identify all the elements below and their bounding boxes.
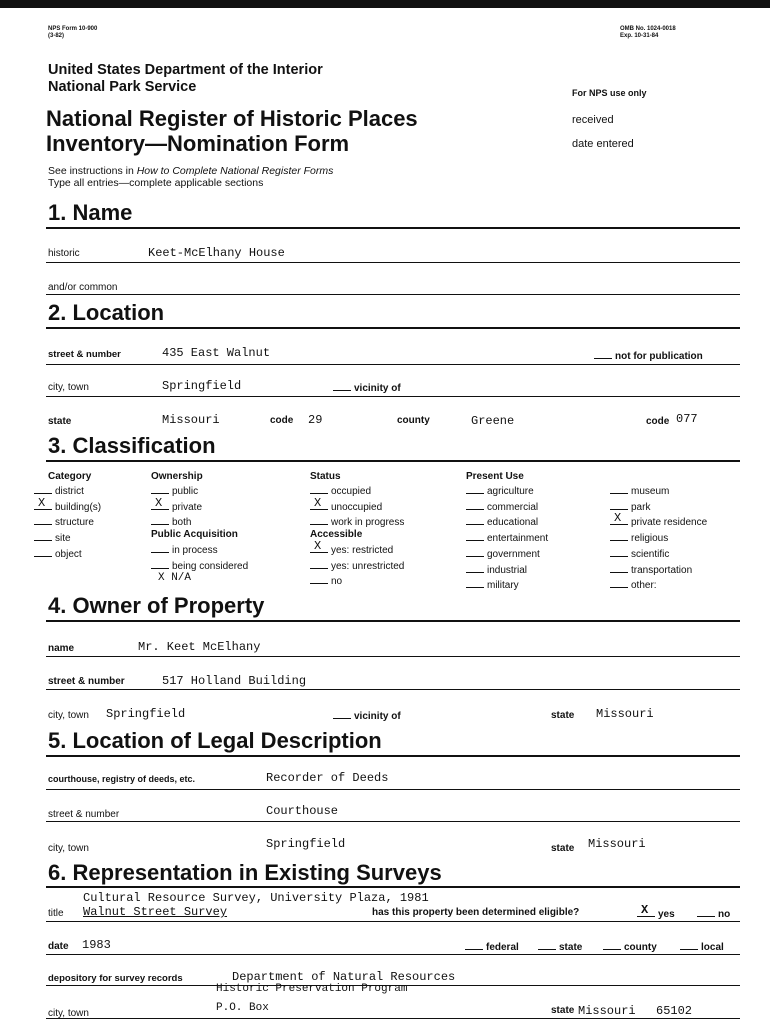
- checkbox-blank[interactable]: [466, 515, 484, 525]
- present-use-options-2: [610, 484, 707, 594]
- survey-zip-value: 65102: [656, 1004, 693, 1018]
- accessible-option: [310, 559, 404, 575]
- depository-line2: Historic Preservation Program: [216, 983, 408, 995]
- eligible-no: no: [697, 907, 730, 920]
- checkbox-blank[interactable]: [610, 484, 628, 494]
- state-label: state: [48, 416, 72, 427]
- depository-value: Department of Natural Resources: [232, 970, 456, 984]
- option-label: yes: unrestricted: [331, 560, 405, 572]
- nps-use-only: For NPS use only: [572, 88, 647, 98]
- present-use-options-1: [466, 484, 548, 594]
- date-entered-label: date entered: [572, 138, 634, 150]
- not-for-publication: not for publication: [594, 349, 703, 362]
- common-name-label: and/or common: [48, 282, 118, 293]
- section-2-heading: 2. Location: [48, 300, 165, 325]
- option-label: district: [55, 486, 84, 497]
- section-divider: [46, 227, 740, 229]
- ownership-options: [151, 484, 202, 531]
- courthouse-label: courthouse, registry of deeds, etc.: [48, 774, 196, 784]
- field-line: [46, 396, 740, 397]
- survey-city-value: P.O. Box: [216, 1002, 269, 1014]
- checkbox-blank[interactable]: [34, 515, 52, 525]
- county-label: county: [397, 415, 430, 426]
- public-acquisition-heading: Public Acquisition: [151, 529, 238, 540]
- owner-vicinity-of: vicinity of: [333, 709, 401, 722]
- eligible-yes: X yes: [637, 907, 675, 920]
- checkbox-blank[interactable]: [310, 515, 328, 525]
- option-label: religious: [631, 533, 669, 545]
- option-label: scientific: [631, 548, 670, 560]
- option-label: unoccupied: [331, 501, 383, 513]
- form-title-line2: Inventory—Nomination Form: [46, 131, 350, 156]
- ownership-heading: Ownership: [151, 471, 203, 482]
- field-line: [46, 789, 740, 790]
- omb-expiration: Exp. 10-31-84: [620, 33, 659, 39]
- state-code-value: 29: [308, 413, 323, 427]
- ownership-option: [151, 495, 203, 516]
- present-use-option: [466, 515, 548, 531]
- legal-city-label: city, town: [48, 843, 89, 854]
- state-code-label: code: [270, 415, 294, 426]
- status-heading: Status: [310, 471, 341, 482]
- accessible-options: [310, 539, 405, 590]
- field-line: [46, 821, 740, 822]
- county-code-label: code: [646, 416, 670, 427]
- level-federal: federal: [465, 940, 519, 953]
- option-label: other:: [631, 580, 657, 592]
- option-label: structure: [55, 517, 94, 529]
- option-label: building(s): [55, 501, 102, 513]
- present-use-option: [610, 578, 707, 594]
- checkbox-blank[interactable]: [151, 484, 169, 494]
- eligibility-question: has this property been determined eligible?: [372, 907, 580, 918]
- survey-state-value: Missouri: [578, 1004, 636, 1018]
- level-county: county: [603, 940, 657, 953]
- acquisition-option: [151, 543, 248, 559]
- form-number: NPS Form 10-900: [48, 26, 98, 32]
- category-option: [34, 547, 101, 563]
- received-label: received: [572, 114, 614, 126]
- owner-state-value: Missouri: [596, 707, 654, 721]
- checkbox-blank[interactable]: [610, 547, 628, 557]
- owner-street-label: street & number: [48, 676, 125, 687]
- present-use-option: [610, 563, 707, 579]
- checkbox-blank[interactable]: [151, 515, 169, 525]
- present-use-option: [466, 531, 548, 547]
- checkbox-blank[interactable]: [151, 559, 169, 569]
- instructions-line2: Type all entries—complete applicable sections: [48, 177, 264, 189]
- category-option: [34, 515, 101, 531]
- checkbox-blank[interactable]: [310, 495, 328, 510]
- category-heading: Category: [48, 471, 92, 482]
- section-1-heading: 1. Name: [48, 200, 133, 225]
- survey-state-label: state: [551, 1005, 575, 1016]
- checkbox-blank[interactable]: [34, 531, 52, 541]
- present-use-option: [610, 500, 707, 516]
- survey-date-value: 1983: [82, 938, 111, 952]
- option-label: transportation: [631, 564, 693, 576]
- accessible-heading: Accessible: [310, 529, 363, 540]
- location-city-value: Springfield: [162, 379, 242, 393]
- checkbox-blank[interactable]: [466, 500, 484, 510]
- option-label: object: [55, 548, 82, 560]
- option-label: occupied: [331, 486, 372, 497]
- section-divider: [46, 755, 740, 757]
- present-use-option: [610, 547, 707, 563]
- location-state-value: Missouri: [162, 413, 220, 427]
- form-revision: (3-82): [48, 33, 65, 39]
- form-title-line1: National Register of Historic Places: [46, 106, 418, 131]
- owner-state-label: state: [551, 710, 575, 721]
- accessible-option: [310, 539, 404, 559]
- option-label: private: [172, 501, 203, 513]
- historic-label: historic: [48, 248, 80, 259]
- present-use-option: [466, 484, 548, 500]
- option-label: commercial: [487, 501, 539, 513]
- checkbox-blank[interactable]: [310, 539, 328, 553]
- checkbox-blank[interactable]: [310, 559, 328, 569]
- option-label: entertainment: [487, 533, 549, 545]
- field-line: [46, 1018, 740, 1019]
- checkbox-blank[interactable]: [34, 547, 52, 557]
- street-number-label: street & number: [48, 349, 121, 360]
- owner-name-label: name: [48, 643, 75, 654]
- checkbox-blank[interactable]: [466, 531, 484, 541]
- present-use-option: [610, 511, 708, 531]
- status-option: [310, 484, 404, 500]
- owner-city-label: city, town: [48, 710, 89, 721]
- category-option: [34, 495, 102, 516]
- owner-city-value: Springfield: [106, 707, 186, 721]
- legal-city-value: Springfield: [266, 837, 346, 851]
- survey-city-label: city, town: [48, 1008, 89, 1019]
- location-street-value: 435 East Walnut: [162, 346, 271, 360]
- section-divider: [46, 327, 740, 329]
- present-use-option: [466, 578, 548, 594]
- checkbox-blank[interactable]: [610, 578, 628, 588]
- acquisition-note: X N/A: [158, 572, 192, 584]
- present-use-option: [466, 500, 548, 516]
- present-use-option: [610, 484, 707, 500]
- level-local: local: [680, 940, 724, 953]
- legal-street-label: street & number: [48, 809, 120, 820]
- option-label: no: [331, 576, 343, 588]
- status-options: [310, 484, 404, 531]
- survey-title-line2: Walnut Street Survey: [83, 905, 228, 919]
- option-label: site: [55, 533, 71, 545]
- check-mark: X: [614, 511, 622, 526]
- section-divider: [46, 620, 740, 622]
- section-3-heading: 3. Classification: [48, 433, 216, 458]
- checkbox-blank[interactable]: [610, 531, 628, 541]
- section-5-heading: 5. Location of Legal Description: [48, 728, 382, 753]
- option-label: in process: [172, 545, 218, 556]
- option-label: park: [631, 501, 651, 513]
- survey-title-line1: Cultural Resource Survey, University Plaza, 1981: [83, 891, 429, 905]
- checkbox-blank[interactable]: [151, 543, 169, 553]
- owner-street-value: 517 Holland Building: [162, 674, 307, 688]
- present-use-option: [466, 563, 548, 579]
- check-mark: X: [314, 495, 322, 510]
- field-line: [46, 921, 740, 922]
- checkbox-blank[interactable]: [34, 484, 52, 494]
- check-mark: X: [155, 495, 163, 510]
- level-state: state: [538, 940, 582, 953]
- checkbox-blank[interactable]: [466, 547, 484, 557]
- checkbox-blank[interactable]: [151, 495, 169, 510]
- field-line: [46, 656, 740, 657]
- present-use-option: [466, 547, 548, 563]
- checkbox-blank[interactable]: [610, 563, 628, 573]
- check-mark: X: [38, 495, 46, 510]
- checkbox-blank[interactable]: [466, 578, 484, 588]
- section-4-heading: 4. Owner of Property: [48, 593, 265, 618]
- survey-date-label: date: [48, 941, 69, 952]
- legal-state-label: state: [551, 843, 575, 854]
- service-name: National Park Service: [48, 79, 197, 95]
- option-label: agriculture: [487, 486, 534, 497]
- present-use-option: [610, 531, 707, 547]
- option-label: being considered: [172, 560, 249, 572]
- field-line: [46, 954, 740, 955]
- field-line: [46, 689, 740, 690]
- present-use-heading: Present Use: [466, 471, 524, 482]
- option-label: both: [172, 517, 192, 529]
- checkbox-blank[interactable]: [610, 511, 628, 526]
- accessible-option: [310, 574, 404, 590]
- instructions-line1: See instructions in How to Complete National Register Forms: [48, 165, 334, 177]
- county-code-value: 077: [676, 412, 698, 426]
- checkbox-blank[interactable]: [466, 563, 484, 573]
- owner-name-value: Mr. Keet McElhany: [138, 640, 261, 654]
- legal-street-value: Courthouse: [266, 804, 339, 818]
- option-label: military: [487, 580, 519, 592]
- option-label: museum: [631, 486, 670, 497]
- option-label: industrial: [487, 564, 528, 576]
- option-label: yes: restricted: [331, 545, 394, 556]
- checkbox-blank[interactable]: [34, 495, 52, 510]
- option-label: private residence: [631, 517, 708, 529]
- legal-state-value: Missouri: [588, 837, 646, 851]
- option-label: educational: [487, 517, 539, 529]
- scan-top-edge: [0, 0, 770, 8]
- vicinity-of: vicinity of: [333, 381, 401, 394]
- category-options: [34, 484, 101, 563]
- acquisition-options: [151, 543, 248, 574]
- section-divider: [46, 460, 740, 462]
- option-label: government: [487, 548, 540, 560]
- section-divider: [46, 886, 740, 888]
- survey-title-label: title: [48, 908, 64, 919]
- depository-label: depository for survey records: [48, 973, 183, 984]
- omb-number: OMB No. 1024-0018: [620, 26, 676, 32]
- category-option: [34, 531, 101, 547]
- field-line: [46, 262, 740, 263]
- option-label: public: [172, 486, 199, 497]
- checkbox-blank[interactable]: [466, 484, 484, 494]
- checkbox-blank[interactable]: [610, 500, 628, 510]
- department-name: United States Department of the Interior: [48, 62, 323, 78]
- check-mark: X: [314, 539, 322, 553]
- option-label: work in progress: [331, 517, 405, 529]
- historic-name-value: Keet-McElhany House: [148, 246, 285, 260]
- section-6-heading: 6. Representation in Existing Surveys: [48, 860, 442, 885]
- checkbox-blank[interactable]: [310, 574, 328, 584]
- status-option: [310, 495, 404, 516]
- county-value: Greene: [471, 414, 515, 428]
- checkbox-blank[interactable]: [310, 484, 328, 494]
- field-line: [46, 294, 740, 295]
- city-town-label: city, town: [48, 382, 89, 393]
- field-line: [46, 364, 740, 365]
- courthouse-value: Recorder of Deeds: [266, 771, 389, 785]
